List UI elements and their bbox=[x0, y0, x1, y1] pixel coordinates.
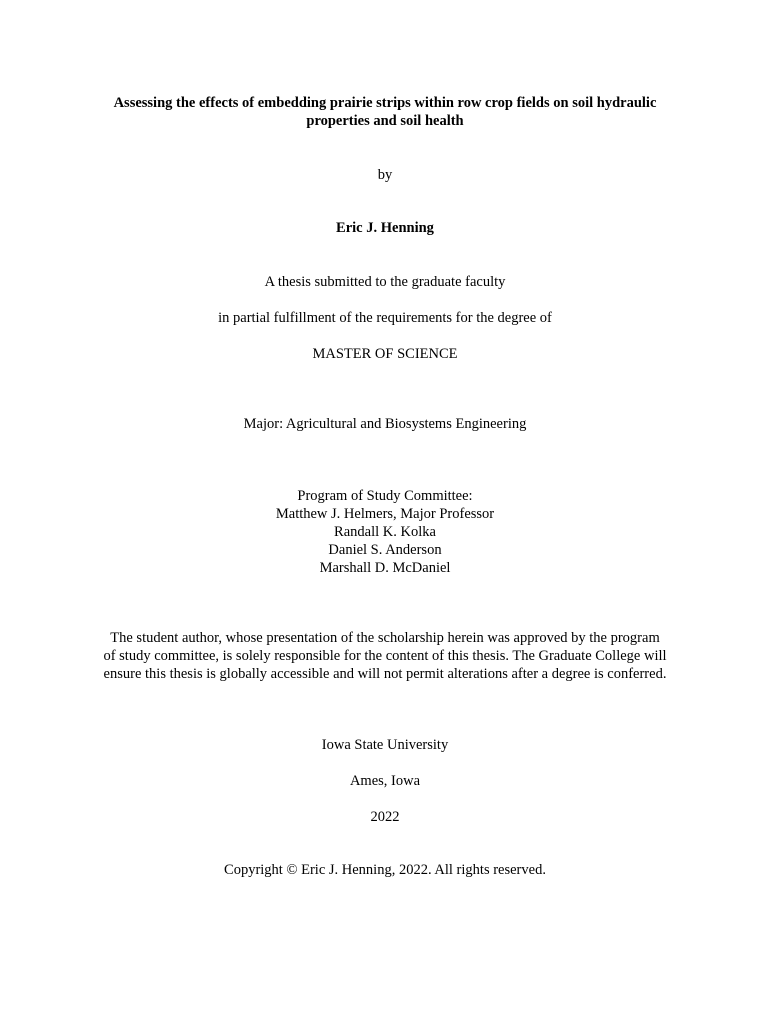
thesis-title-line-2: properties and soil health bbox=[306, 113, 464, 129]
location-text: Ames, Iowa bbox=[349, 773, 421, 789]
copyright-notice: Copyright © Eric J. Henning, 2022. All rights reserved. bbox=[224, 862, 546, 878]
committee-member: Randall K. Kolka bbox=[334, 524, 436, 540]
major-text: Major: Agricultural and Biosystems Engineering bbox=[243, 416, 527, 432]
submission-line-1: A thesis submitted to the graduate faculty bbox=[264, 274, 506, 290]
committee-heading: Program of Study Committee: bbox=[297, 488, 473, 504]
statement-line-2: of study committee, is solely responsible for the content of this thesis. The Graduate College will bbox=[103, 648, 667, 664]
degree-name: MASTER OF SCIENCE bbox=[312, 346, 458, 362]
year-text: 2022 bbox=[370, 809, 400, 825]
statement-line-1: The student author, whose presentation of the scholarship herein was approved by the program bbox=[110, 630, 660, 646]
committee-member: Marshall D. McDaniel bbox=[319, 560, 451, 576]
statement-line-3: ensure this thesis is globally accessible and will not permit alterations after a degree is conferred. bbox=[103, 666, 667, 682]
by-text: by bbox=[377, 167, 393, 183]
author-name: Eric J. Henning bbox=[336, 220, 434, 236]
thesis-title-line-1: Assessing the effects of embedding prairie strips within row crop fields on soil hydraulic bbox=[113, 95, 657, 111]
committee-member: Matthew J. Helmers, Major Professor bbox=[275, 506, 495, 522]
committee-member: Daniel S. Anderson bbox=[328, 542, 442, 558]
institution-name: Iowa State University bbox=[321, 737, 449, 753]
submission-line-2: in partial fulfillment of the requirements for the degree of bbox=[218, 310, 552, 326]
